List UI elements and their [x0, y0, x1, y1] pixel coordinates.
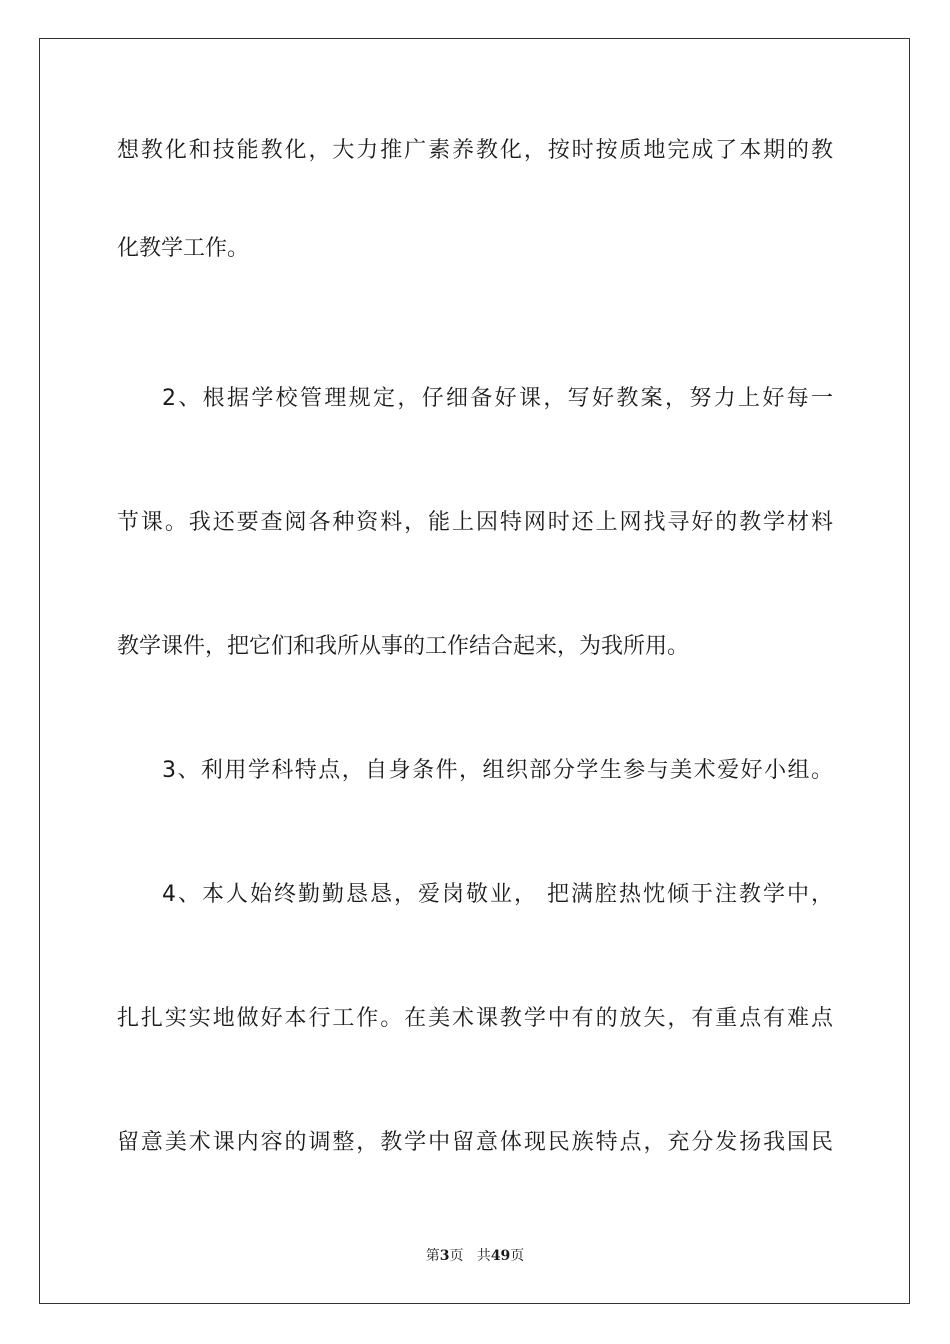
text-line-6: 3、利用学科特点，自身条件，组织部分学生参与美术爱好小组。	[162, 758, 833, 783]
text-line-7: 4、本人始终勤勤恳恳，爱岗敬业， 把满腔热忱倾于注教学中，	[162, 882, 833, 907]
text-line-4: 节课。我还要查阅各种资料，能上因特网时还上网找寻好的教学材料	[117, 510, 833, 535]
page-prefix: 第	[425, 1248, 440, 1264]
page-footer	[0, 1245, 950, 1265]
text-line-3: 2、根据学校管理规定，仔细备好课，写好教案，努力上好每一	[162, 386, 833, 411]
total-suffix: 页	[510, 1248, 525, 1264]
text-line-5: 教学课件，把它们和我所从事的工作结合起来，为我所用。	[117, 634, 690, 659]
text-line-1: 想教化和技能教化，大力推广素养教化，按时按质地完成了本期的教	[117, 138, 833, 163]
text-line-8: 扎扎实实地做好本行工作。在美术课教学中有的放矢，有重点有难点	[117, 1006, 833, 1031]
page-number: 3	[439, 1248, 450, 1264]
total-pages: 49	[490, 1248, 511, 1264]
page-suffix: 页	[449, 1248, 464, 1264]
total-prefix: 共	[476, 1248, 491, 1264]
page-border	[39, 38, 910, 1304]
text-line-2: 化教学工作。	[117, 236, 250, 261]
text-line-9: 留意美术课内容的调整，教学中留意体现民族特点，充分发扬我国民	[117, 1130, 833, 1155]
